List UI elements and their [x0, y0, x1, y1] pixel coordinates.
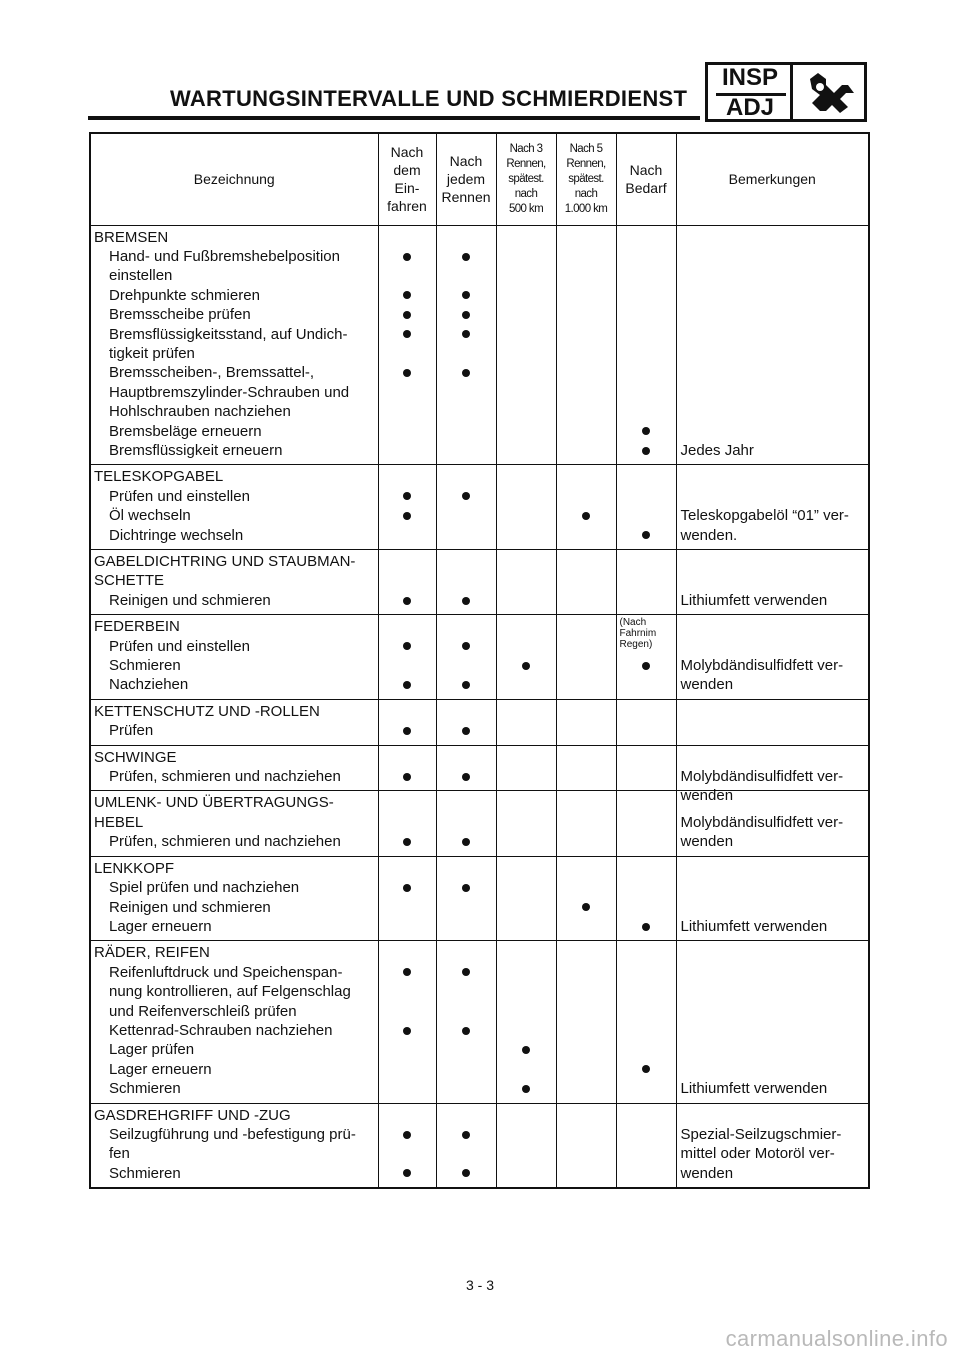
table-row — [90, 550, 869, 615]
insp-adj-badge — [705, 62, 867, 122]
remark-text: Jedes Jahr — [680, 441, 754, 459]
interval-cell — [496, 699, 556, 745]
remark-text: Molybdändisulfidfett ver- — [680, 813, 844, 831]
column-header-line: Nach 5 — [569, 142, 603, 155]
interval-mark-dot — [642, 427, 650, 435]
remark-text: Lithiumfett verwenden — [680, 591, 828, 609]
column-header-line: Rennen — [441, 189, 491, 206]
interval-cell — [378, 1103, 436, 1188]
interval-cell — [436, 615, 496, 700]
column-header-5 — [616, 133, 676, 225]
column-header-3 — [496, 133, 556, 225]
section-title: KETTENSCHUTZ UND -ROLLEN — [94, 702, 320, 720]
interval-cell — [556, 615, 616, 700]
wrench-icon — [804, 71, 856, 115]
interval-mark-dot — [462, 838, 470, 846]
remarks-cell — [676, 465, 869, 550]
column-header-0 — [90, 133, 378, 225]
item-label: Spiel prüfen und nachziehen — [109, 879, 300, 897]
interval-mark-dot — [403, 838, 411, 846]
item-label: Drehpunkte schmieren — [109, 286, 260, 304]
table-header-row — [90, 133, 869, 225]
interval-cell — [436, 791, 496, 856]
interval-cell — [436, 856, 496, 941]
column-header-line: Rennen, — [506, 157, 546, 170]
interval-cell — [616, 550, 676, 615]
interval-cell — [556, 941, 616, 1103]
remark-text: wenden — [680, 1164, 734, 1182]
interval-cell — [556, 856, 616, 941]
section-description — [90, 699, 378, 745]
column-header-line: Bezeichnung — [193, 171, 275, 188]
column-header-line: Rennen, — [566, 157, 606, 170]
title-underline — [88, 116, 700, 120]
remark-text: Teleskopgabelöl “01” ver- — [680, 507, 849, 525]
column-header-line: Bemerkungen — [728, 171, 816, 188]
section-description — [90, 745, 378, 791]
page-title: WARTUNGSINTERVALLE UND SCHMIERDIENST — [170, 86, 688, 111]
interval-cell — [496, 550, 556, 615]
column-header-line: Nach — [629, 162, 663, 179]
interval-mark-dot — [462, 773, 470, 781]
section-description — [90, 791, 378, 856]
table-row — [90, 856, 869, 941]
interval-mark-dot — [462, 597, 470, 605]
remark-text: wenden. — [680, 526, 738, 544]
remarks-cell — [676, 856, 869, 941]
section-title: GABELDICHTRING UND STAUBMAN- — [94, 553, 356, 570]
item-label: Kettenrad-Schrauben nachziehen — [109, 1021, 333, 1039]
interval-cell — [556, 225, 616, 465]
interval-mark-dot — [462, 369, 470, 377]
interval-cell — [378, 791, 436, 856]
interval-mark-dot — [582, 512, 590, 520]
interval-cell — [616, 465, 676, 550]
interval-cell — [436, 745, 496, 791]
remarks-cell — [676, 615, 869, 700]
interval-mark-dot — [403, 253, 411, 261]
interval-cell — [616, 1103, 676, 1188]
interval-cell — [616, 225, 676, 465]
interval-cell — [378, 745, 436, 791]
item-label: Bremsflüssigkeit erneuern — [109, 441, 283, 459]
item-label: Bremsbeläge erneuern — [109, 422, 262, 440]
section-title: RÄDER, REIFEN — [94, 944, 210, 962]
interval-mark-dot — [642, 447, 650, 455]
item-label: Bremsscheibe prüfen — [109, 306, 251, 324]
remark-text: Lithiumfett verwenden — [680, 1080, 828, 1098]
interval-cell — [556, 791, 616, 856]
item-label: Bremsflüssigkeitsstand, auf Undich- — [109, 325, 348, 343]
interval-cell — [616, 856, 676, 941]
interval-note: Fahrnim — [619, 628, 657, 640]
remark-text: mittel oder Motoröl ver- — [680, 1145, 835, 1163]
interval-mark-dot — [403, 597, 411, 605]
column-header-4 — [556, 133, 616, 225]
interval-mark-dot — [403, 1027, 411, 1035]
column-header-line: spätest. — [508, 172, 544, 185]
interval-mark-dot — [462, 642, 470, 650]
interval-mark-dot — [462, 727, 470, 735]
interval-mark-dot — [462, 1131, 470, 1139]
interval-cell — [616, 745, 676, 791]
interval-mark-dot — [642, 923, 650, 931]
table-row — [90, 745, 869, 791]
remarks-cell — [676, 791, 869, 856]
column-header-line: jedem — [446, 171, 486, 188]
remarks-cell — [676, 745, 869, 805]
remark-text: wenden — [680, 787, 734, 805]
badge-adj-label: ADJ — [725, 94, 774, 121]
column-header-line: 1.000 km — [564, 202, 608, 215]
remark-text: Molybdändisulfidfett ver- — [680, 657, 844, 675]
item-label: fen — [109, 1145, 130, 1163]
item-label: und Reifenverschleiß prüfen — [109, 1002, 297, 1020]
column-header-line: Nach — [449, 153, 483, 170]
section-description — [90, 856, 378, 941]
interval-mark-dot — [403, 773, 411, 781]
section-title: BREMSEN — [94, 228, 169, 246]
interval-mark-dot — [522, 662, 530, 670]
item-label: Hand- und Fußbremshebelposition — [109, 247, 340, 265]
interval-mark-dot — [642, 531, 650, 539]
item-label: Prüfen und einstellen — [109, 487, 250, 505]
interval-mark-dot — [403, 1169, 411, 1177]
table-row — [90, 1103, 869, 1188]
interval-mark-dot — [462, 884, 470, 892]
item-label: Prüfen, schmieren und nachziehen — [109, 768, 341, 786]
section-description — [90, 1103, 378, 1188]
interval-cell — [378, 550, 436, 615]
interval-cell — [496, 791, 556, 856]
table-row — [90, 615, 869, 700]
item-label: Reifenluftdruck und Speichenspan- — [109, 963, 343, 981]
interval-cell — [616, 615, 676, 700]
table-row — [90, 465, 869, 550]
remarks-cell — [676, 225, 869, 465]
column-header-line: nach — [514, 187, 538, 200]
column-header-line: Ein- — [394, 180, 420, 197]
interval-mark-dot — [403, 681, 411, 689]
interval-cell — [378, 856, 436, 941]
interval-cell — [556, 745, 616, 791]
item-label: Schmieren — [109, 1080, 181, 1098]
interval-mark-dot — [403, 492, 411, 500]
interval-cell — [496, 941, 556, 1103]
interval-cell — [556, 465, 616, 550]
section-title: GASDREHGRIFF UND -ZUG — [94, 1106, 291, 1124]
interval-mark-dot — [462, 253, 470, 261]
item-label: Seilzugführung und -befestigung prü- — [109, 1125, 356, 1143]
badge-insp-label: INSP — [721, 64, 778, 91]
interval-mark-dot — [403, 642, 411, 650]
interval-cell — [378, 615, 436, 700]
item-label: Lager erneuern — [109, 917, 212, 935]
interval-cell — [436, 941, 496, 1103]
section-title: SCHWINGE — [94, 748, 177, 766]
item-label: tigkeit prüfen — [109, 344, 195, 362]
column-header-line: fahren — [387, 198, 427, 215]
page-number: 3 - 3 — [465, 1277, 494, 1293]
interval-cell — [616, 791, 676, 856]
section-title: UMLENK- UND ÜBERTRAGUNGS- — [94, 794, 334, 812]
interval-cell — [378, 225, 436, 465]
remarks-cell — [676, 1103, 869, 1188]
item-label: Reinigen und schmieren — [109, 591, 271, 609]
column-header-2 — [436, 133, 496, 225]
interval-cell — [496, 225, 556, 465]
interval-note: (Nach — [619, 617, 647, 629]
interval-cell — [436, 550, 496, 615]
interval-cell — [378, 699, 436, 745]
section-title: FEDERBEIN — [94, 618, 180, 636]
section-description — [90, 941, 378, 1103]
interval-mark-dot — [403, 512, 411, 520]
item-label: Prüfen und einstellen — [109, 637, 250, 655]
section-title: LENKKOPF — [94, 859, 175, 877]
interval-cell — [378, 465, 436, 550]
interval-mark-dot — [403, 1131, 411, 1139]
item-label: Prüfen, schmieren und nachziehen — [109, 833, 341, 851]
interval-cell — [436, 1103, 496, 1188]
interval-cell — [496, 856, 556, 941]
column-header-line: Nach — [390, 144, 424, 161]
item-label: Reinigen und schmieren — [109, 898, 271, 916]
remark-text: Spezial-Seilzugschmier- — [680, 1125, 842, 1143]
section-description — [90, 465, 378, 550]
column-header-line: Nach 3 — [509, 142, 543, 155]
interval-mark-dot — [642, 662, 650, 670]
interval-mark-dot — [403, 369, 411, 377]
table-row — [90, 699, 869, 745]
item-label: nung kontrollieren, auf Felgenschlag — [109, 983, 351, 1001]
item-label: Bremsscheiben-, Bremssattel-, — [109, 364, 315, 382]
interval-cell — [616, 699, 676, 745]
interval-mark-dot — [403, 968, 411, 976]
remarks-cell — [676, 550, 869, 615]
remark-text: Molybdändisulfidfett ver- — [680, 768, 844, 786]
interval-mark-dot — [462, 681, 470, 689]
column-header-line: spätest. — [568, 172, 604, 185]
column-header-line: Bedarf — [625, 180, 667, 197]
interval-cell — [378, 941, 436, 1103]
interval-mark-dot — [462, 311, 470, 319]
item-label: Hohlschrauben nachziehen — [109, 403, 291, 421]
interval-mark-dot — [403, 727, 411, 735]
interval-mark-dot — [403, 291, 411, 299]
table-row — [90, 791, 869, 856]
section-description — [90, 225, 378, 465]
interval-cell — [496, 465, 556, 550]
interval-mark-dot — [462, 291, 470, 299]
interval-mark-dot — [462, 492, 470, 500]
remarks-cell — [676, 941, 869, 1103]
interval-mark-dot — [462, 968, 470, 976]
item-label: Hauptbremszylinder-Schrauben und — [109, 383, 350, 401]
badge-divider — [790, 65, 793, 119]
maintenance-table — [89, 132, 870, 1189]
interval-cell — [616, 941, 676, 1103]
section-description — [90, 550, 378, 615]
section-title-cont: SCHETTE — [94, 572, 165, 590]
interval-mark-dot — [462, 1169, 470, 1177]
item-label: einstellen — [109, 267, 173, 285]
interval-mark-dot — [462, 1027, 470, 1035]
watermark: carmanualsonline.info — [725, 1326, 948, 1351]
interval-mark-dot — [403, 884, 411, 892]
item-label: Nachziehen — [109, 676, 189, 694]
section-title-cont: HEBEL — [94, 813, 144, 831]
item-label: Schmieren — [109, 657, 181, 675]
column-header-6 — [676, 133, 869, 225]
remark-text: wenden — [680, 676, 734, 694]
interval-cell — [496, 745, 556, 791]
interval-mark-dot — [522, 1085, 530, 1093]
section-description — [90, 615, 378, 700]
remarks-cell — [676, 699, 869, 745]
interval-mark-dot — [642, 1065, 650, 1073]
item-label: Lager prüfen — [109, 1041, 195, 1059]
interval-cell — [436, 225, 496, 465]
item-label: Öl wechseln — [109, 507, 191, 525]
item-label: Schmieren — [109, 1164, 181, 1182]
interval-cell — [496, 615, 556, 700]
interval-cell — [556, 699, 616, 745]
remark-text: wenden — [680, 833, 734, 851]
item-label: Prüfen — [109, 722, 154, 740]
interval-cell — [496, 1103, 556, 1188]
interval-cell — [556, 1103, 616, 1188]
item-label: Lager erneuern — [109, 1060, 212, 1078]
interval-cell — [556, 550, 616, 615]
table-row — [90, 941, 869, 1103]
interval-note: Regen) — [619, 639, 653, 651]
interval-cell — [436, 465, 496, 550]
interval-cell — [436, 699, 496, 745]
column-header-line: 500 km — [508, 202, 544, 215]
section-title: TELESKOPGABEL — [94, 468, 224, 486]
column-header-1 — [378, 133, 436, 225]
interval-mark-dot — [522, 1046, 530, 1054]
interval-mark-dot — [582, 903, 590, 911]
table-row — [90, 225, 869, 465]
column-header-line: dem — [393, 162, 421, 179]
interval-mark-dot — [403, 311, 411, 319]
interval-mark-dot — [462, 330, 470, 338]
remark-text: Lithiumfett verwenden — [680, 917, 828, 935]
column-header-line: nach — [574, 187, 598, 200]
item-label: Dichtringe wechseln — [109, 526, 244, 544]
interval-mark-dot — [403, 330, 411, 338]
